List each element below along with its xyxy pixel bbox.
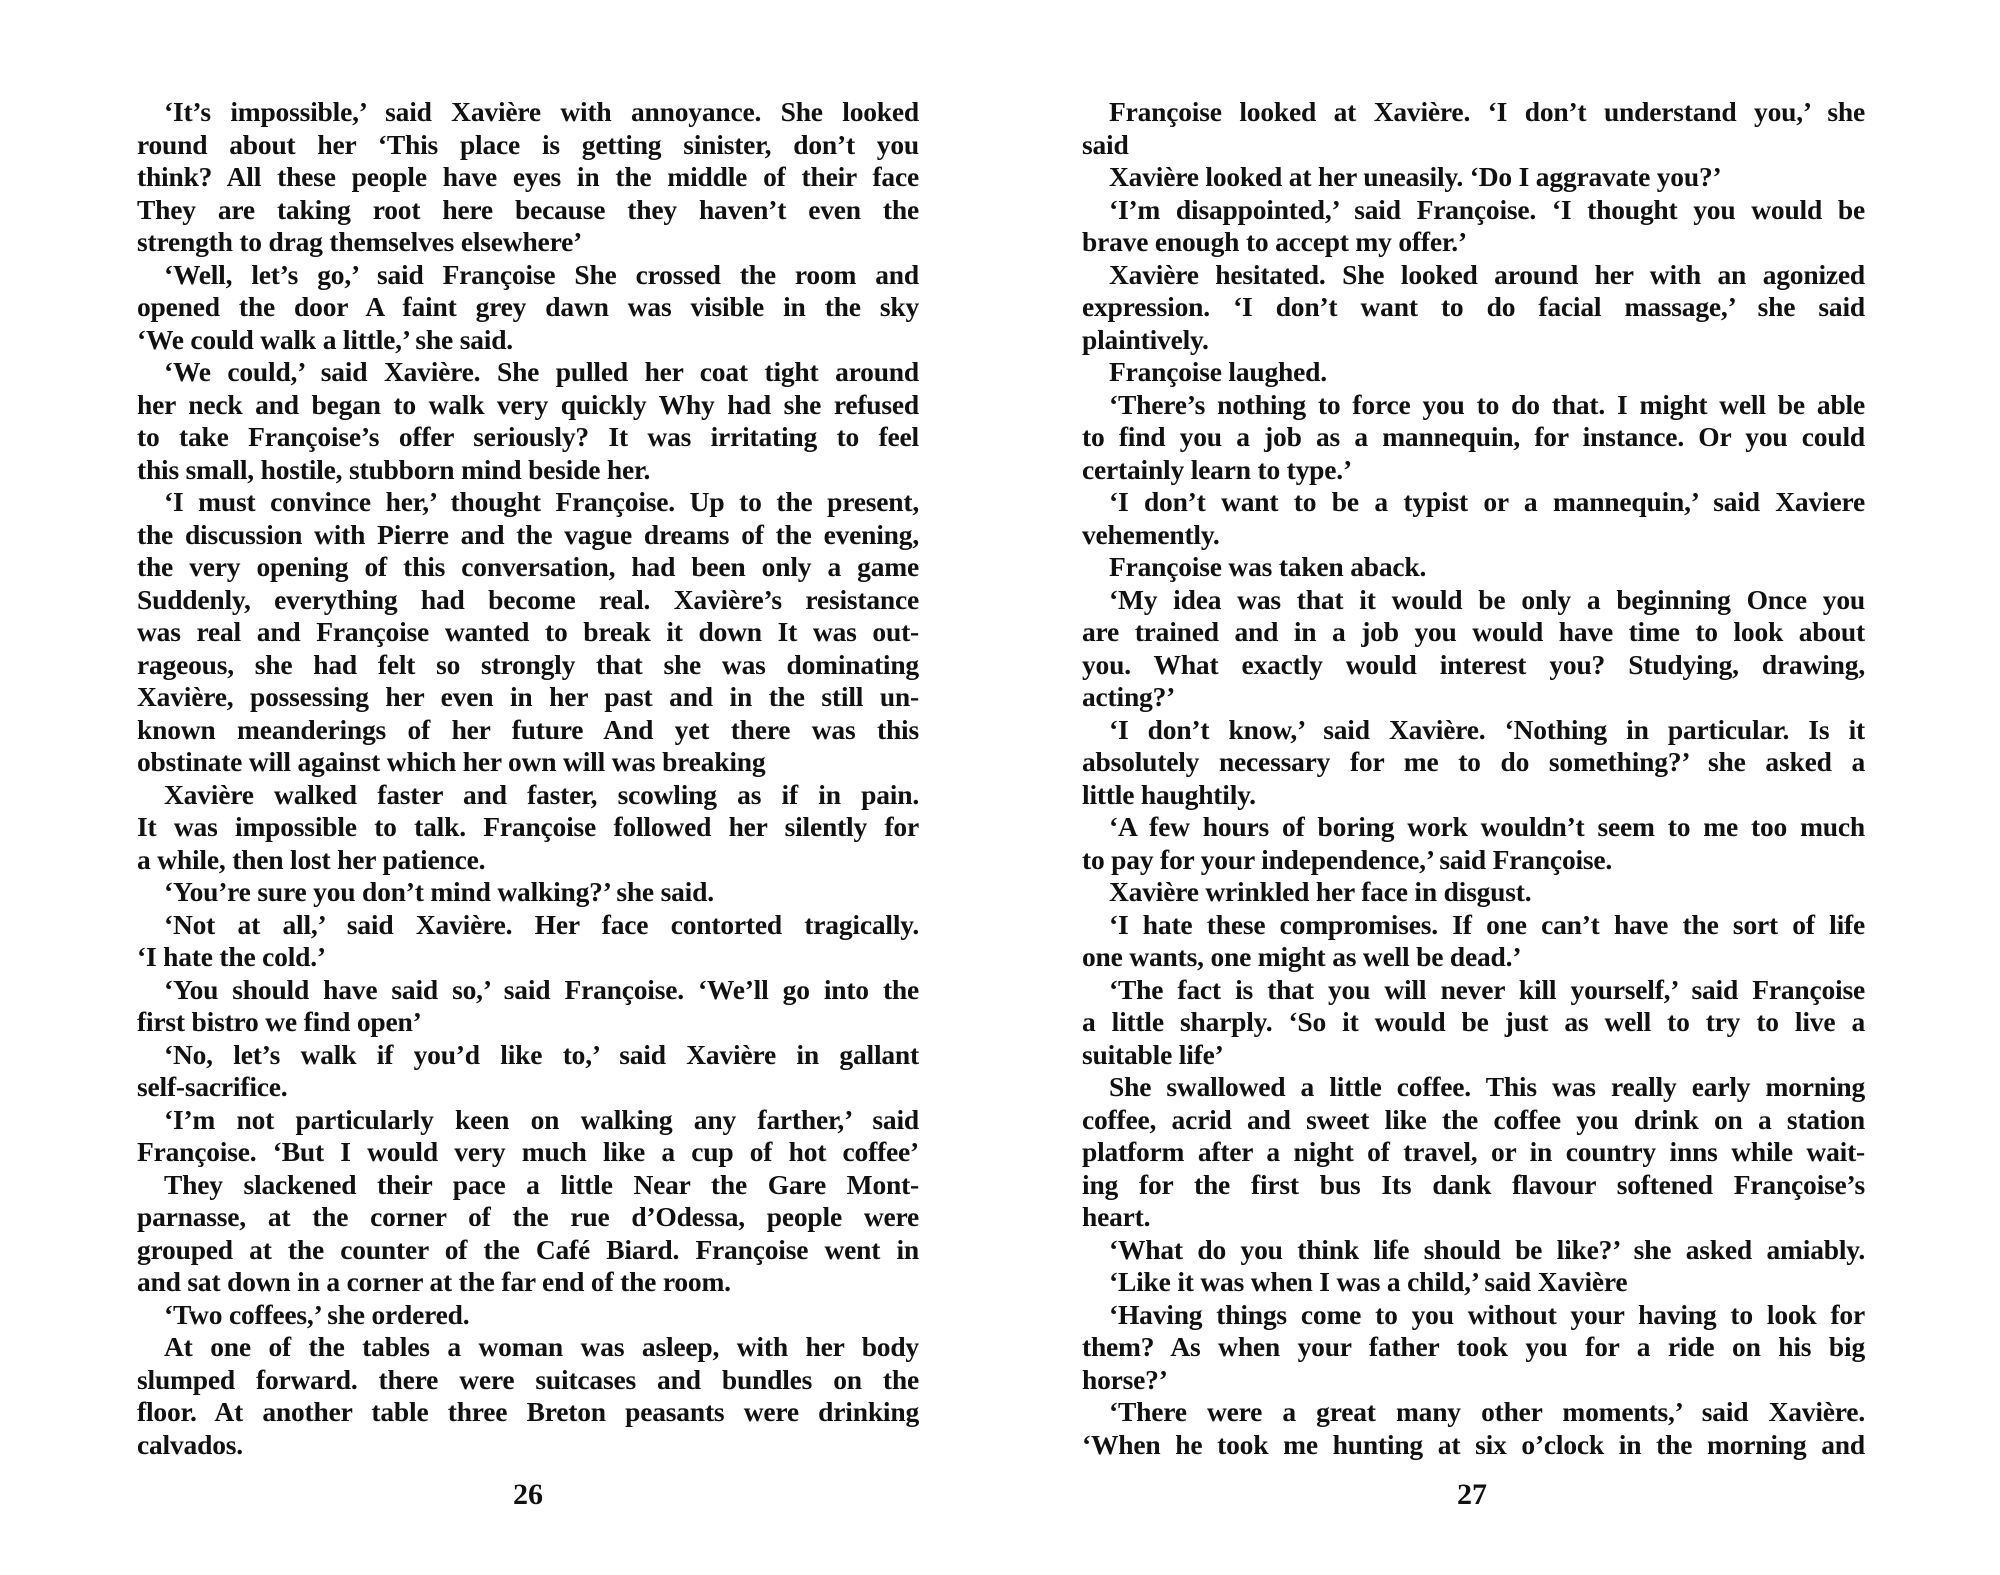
text-line: ‘You should have said so,’ said Françoise. ‘We’ll go into the xyxy=(164,973,919,1005)
text-line: ‘Having things come to you without your having to look for xyxy=(1109,1298,1865,1330)
text-line: Françoise. ‘But I would very much like a cup of hot coffee’ xyxy=(137,1136,919,1167)
text-line: Xavière walked faster and faster, scowling as if in pain. xyxy=(164,778,919,810)
text-line: platform after a night of travel, or in country inns while wait- xyxy=(1082,1136,1865,1167)
text-line: ‘Not at all,’ said Xavière. Her face contorted tragically. xyxy=(164,908,919,940)
text-line: slumped forward. there were suitcases and bundles on the xyxy=(137,1363,919,1395)
text-line: suitable life’ xyxy=(1082,1038,1224,1070)
text-line: ‘I don’t know,’ said Xavière. ‘Nothing in particular. Is it xyxy=(1109,713,1865,745)
right-page-number: 27 xyxy=(1457,1478,1487,1511)
text-line: known meanderings of her future And yet there was this xyxy=(137,713,919,745)
text-line: ‘Like it was when I was a child,’ said Xavière xyxy=(1109,1266,1628,1297)
text-line: They are taking root here because they haven’t even the xyxy=(137,193,919,225)
text-line: They slackened their pace a little Near the Gare Mont- xyxy=(164,1168,919,1200)
text-line: absolutely necessary for me to do something?’ she asked a xyxy=(1082,746,1865,777)
text-line: ‘A few hours of boring work wouldn’t seem to me too much xyxy=(1109,811,1865,842)
text-line: this small, hostile, stubborn mind beside her. xyxy=(137,453,651,485)
text-line: vehemently. xyxy=(1082,518,1220,550)
text-line: horse?’ xyxy=(1082,1363,1168,1395)
text-line: rageous, she had felt so strongly that she was dominating xyxy=(137,648,919,680)
text-line: a little sharply. ‘So it would be just as well to try to live a xyxy=(1082,1006,1865,1037)
text-line: ‘No, let’s walk if you’d like to,’ said Xavière in gallant xyxy=(164,1038,919,1070)
text-line: ‘There were a great many other moments,’ said Xavière. xyxy=(1109,1396,1865,1427)
text-line: expression. ‘I don’t want to do facial massage,’ she said xyxy=(1082,291,1865,322)
text-line: opened the door A faint grey dawn was visible in the sky xyxy=(137,291,919,322)
text-line: ‘There’s nothing to force you to do that. I might well be able xyxy=(1109,388,1865,420)
text-line: ‘We could walk a little,’ she said. xyxy=(137,323,513,355)
text-line: She swallowed a little coffee. This was really early morning xyxy=(1109,1071,1865,1102)
text-line: ‘I’m disappointed,’ said Françoise. ‘I thought you would be xyxy=(1109,193,1865,225)
text-line: grouped at the counter of the Café Biard. Françoise went in xyxy=(137,1233,919,1265)
text-line: them? As when your father took you for a ride on his big xyxy=(1082,1331,1865,1362)
text-line: self-sacrifice. xyxy=(137,1071,288,1102)
text-line: little haughtily. xyxy=(1082,778,1256,810)
text-line: Suddenly, everything had become real. Xavière’s resistance xyxy=(137,583,919,615)
text-line: her neck and began to walk very quickly Why had she refused xyxy=(137,388,919,420)
text-line: parnasse, at the corner of the rue d’Odessa, people were xyxy=(137,1201,919,1232)
text-line: Xavière wrinkled her face in disgust. xyxy=(1109,876,1532,907)
text-line: floor. At another table three Breton peasants were drinking xyxy=(137,1396,919,1427)
text-line: ‘I don’t want to be a typist or a mannequin,’ said Xaviere xyxy=(1109,486,1865,517)
text-line: first bistro we find open’ xyxy=(137,1006,422,1037)
text-line: the very opening of this conversation, had been only a game xyxy=(137,551,919,582)
text-line: Xavière looked at her uneasily. ‘Do I aggravate you?’ xyxy=(1109,161,1722,192)
text-line: you. What exactly would interest you? Studying, drawing, xyxy=(1082,648,1865,680)
text-line: ‘Well, let’s go,’ said Françoise She crossed the room and xyxy=(164,258,919,290)
text-line: said xyxy=(1082,128,1129,160)
text-line: the discussion with Pierre and the vague dreams of the evening, xyxy=(137,518,919,550)
text-line: one wants, one might as well be dead.’ xyxy=(1082,941,1522,972)
text-line: to pay for your independence,’ said Françoise. xyxy=(1082,843,1613,875)
text-line: Françoise looked at Xavière. ‘I don’t understand you,’ she xyxy=(1109,96,1865,127)
text-line: was real and Françoise wanted to break it down It was out- xyxy=(137,616,919,647)
text-line: ‘I hate the cold.’ xyxy=(137,941,326,972)
text-line: ‘What do you think life should be like?’ she asked amiably. xyxy=(1109,1233,1865,1265)
text-line: ‘My idea was that it would be only a beginning Once you xyxy=(1109,583,1865,615)
text-line: ‘I hate these compromises. If one can’t have the sort of life xyxy=(1109,908,1865,940)
text-line: ‘You’re sure you don’t mind walking?’ she said. xyxy=(164,876,714,907)
text-line: Xavière hesitated. She looked around her with an agonized xyxy=(1109,258,1865,290)
text-line: ‘We could,’ said Xavière. She pulled her coat tight around xyxy=(164,356,919,387)
text-line: certainly learn to type.’ xyxy=(1082,453,1352,485)
text-line: Françoise laughed. xyxy=(1109,356,1327,387)
text-line: ‘When he took me hunting at six o’clock in the morning and xyxy=(1082,1428,1865,1460)
text-line: obstinate will against which her own will was breaking xyxy=(137,746,766,777)
text-line: ‘Two coffees,’ she ordered. xyxy=(164,1298,470,1330)
left-page-text xyxy=(137,96,919,1461)
text-line: and sat down in a corner at the far end of the room. xyxy=(137,1266,731,1297)
text-line: Xavière, possessing her even in her past and in the still un- xyxy=(137,681,919,712)
text-line: to take Françoise’s offer seriously? It was irritating to feel xyxy=(137,421,919,452)
text-line: strength to drag themselves elsewhere’ xyxy=(137,226,583,257)
text-line: ing for the first bus Its dank flavour softened Françoise’s xyxy=(1082,1168,1865,1200)
text-line: calvados. xyxy=(137,1428,243,1460)
text-line: are trained and in a job you would have time to look about xyxy=(1082,616,1865,647)
text-line: acting?’ xyxy=(1082,681,1176,712)
text-line: coffee, acrid and sweet like the coffee you drink on a station xyxy=(1082,1103,1865,1135)
right-page-text xyxy=(1082,96,1865,1461)
text-line: At one of the tables a woman was asleep, with her body xyxy=(164,1331,919,1362)
text-line: Françoise was taken aback. xyxy=(1109,551,1427,582)
text-line: plaintively. xyxy=(1082,323,1209,355)
text-line: brave enough to accept my offer.’ xyxy=(1082,226,1467,257)
text-line: a while, then lost her patience. xyxy=(137,843,486,875)
text-line: think? All these people have eyes in the middle of their face xyxy=(137,161,919,192)
text-line: It was impossible to talk. Françoise followed her silently for xyxy=(137,811,919,842)
text-line: ‘I’m not particularly keen on walking any farther,’ said xyxy=(164,1103,919,1135)
text-line: heart. xyxy=(1082,1201,1151,1232)
text-line: to find you a job as a mannequin, for instance. Or you could xyxy=(1082,421,1865,452)
left-page-number: 26 xyxy=(513,1478,543,1511)
text-line: ‘The fact is that you will never kill yourself,’ said Françoise xyxy=(1109,973,1865,1005)
text-line: round about her ‘This place is getting sinister, don’t you xyxy=(137,128,919,160)
text-line: ‘I must convince her,’ thought Françoise. Up to the present, xyxy=(164,486,919,517)
text-line: ‘It’s impossible,’ said Xavière with annoyance. She looked xyxy=(164,96,919,127)
